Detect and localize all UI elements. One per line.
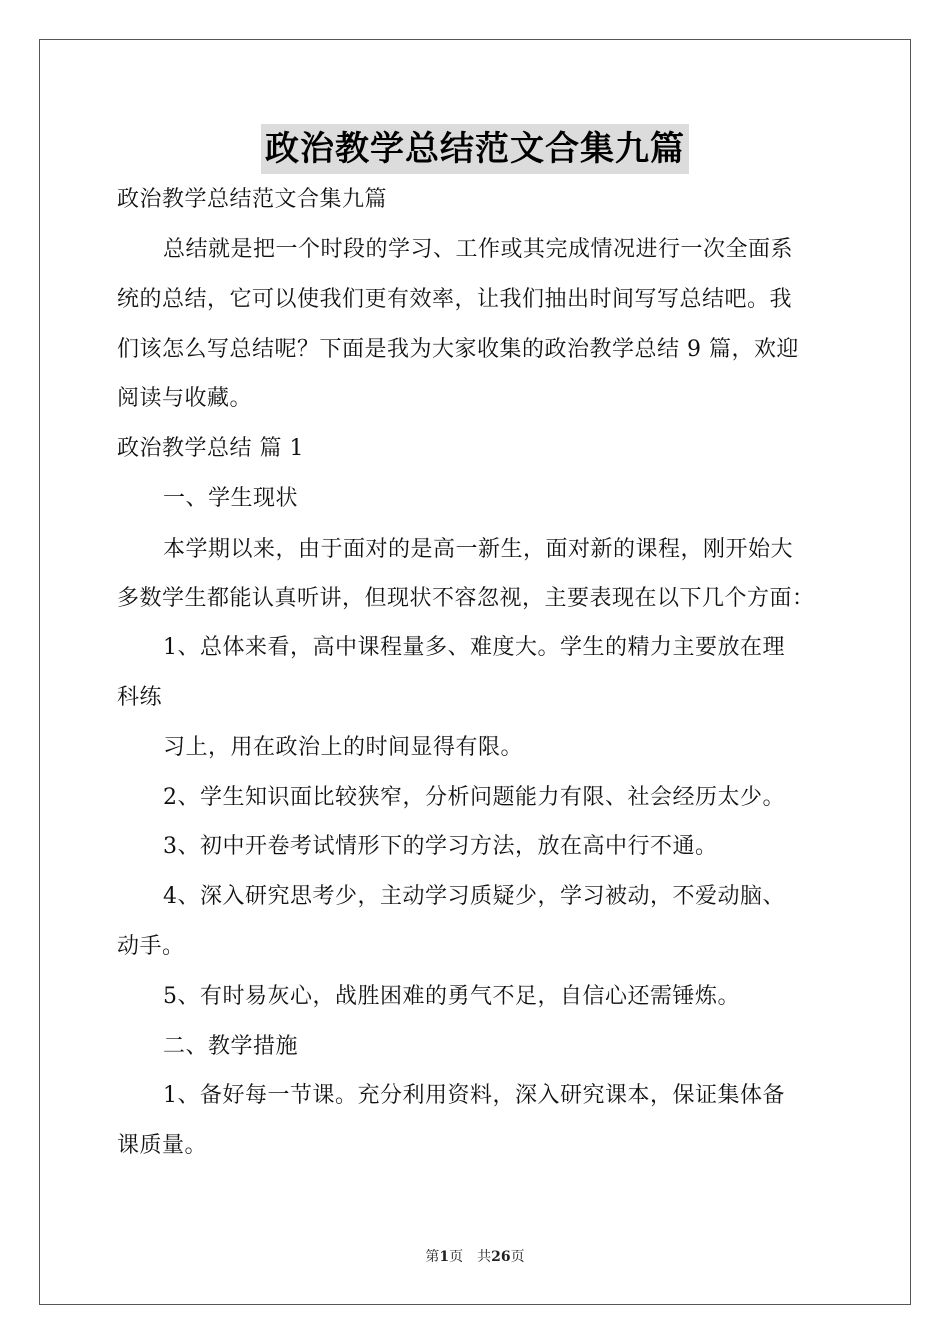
paragraph-line: 1、备好每一节课。充分利用资料，深入研究课本，保证集体备	[163, 1083, 785, 1108]
paragraph-line: 1、总体来看，高中课程量多、难度大。学生的精力主要放在理	[163, 635, 785, 660]
footer-total-pages: 26	[491, 1249, 511, 1265]
paragraph-line: 本学期以来，由于面对的是高一新生，面对新的课程，刚开始大	[163, 537, 794, 562]
footer-page-number: 1	[439, 1249, 450, 1265]
footer-prefix: 第	[425, 1249, 440, 1265]
section-heading: 政治教学总结 篇 1	[117, 436, 304, 461]
paragraph-line: 课质量。	[117, 1133, 208, 1158]
subsection-heading: 二、教学措施	[163, 1034, 299, 1059]
page-border	[39, 39, 911, 1305]
paragraph-line: 5、有时易灰心，战胜困难的勇气不足，自信心还需锤炼。	[163, 984, 740, 1009]
footer-suffix: 页	[510, 1249, 525, 1265]
document-title: 政治教学总结范文合集九篇	[261, 124, 689, 174]
paragraph-line: 多数学生都能认真听讲，但现状不容忽视，主要表现在以下几个方面：	[117, 586, 815, 611]
footer-mid: 页 共	[449, 1249, 492, 1265]
subtitle-line: 政治教学总结范文合集九篇	[117, 187, 388, 212]
page-footer	[0, 1246, 950, 1266]
paragraph-line: 4、深入研究思考少，主动学习质疑少，学习被动，不爱动脑、	[163, 884, 785, 909]
paragraph-line: 习上，用在政治上的时间显得有限。	[163, 735, 524, 760]
paragraph-line: 统的总结，它可以使我们更有效率，让我们抽出时间写写总结吧。我	[117, 287, 793, 312]
paragraph-line: 2、学生知识面比较狭窄，分析问题能力有限、社会经历太少。	[163, 785, 785, 810]
paragraph-line: 们该怎么写总结呢？下面是我为大家收集的政治教学总结 9 篇，欢迎	[117, 337, 799, 362]
paragraph-line: 阅读与收藏。	[117, 386, 253, 411]
paragraph-line: 科练	[117, 685, 163, 710]
title-wrap	[0, 124, 950, 174]
paragraph-line: 3、初中开卷考试情形下的学习方法，放在高中行不通。	[163, 834, 718, 859]
paragraph-line: 总结就是把一个时段的学习、工作或其完成情况进行一次全面系	[163, 237, 794, 262]
paragraph-line: 动手。	[117, 934, 185, 959]
subsection-heading: 一、学生现状	[163, 486, 299, 511]
